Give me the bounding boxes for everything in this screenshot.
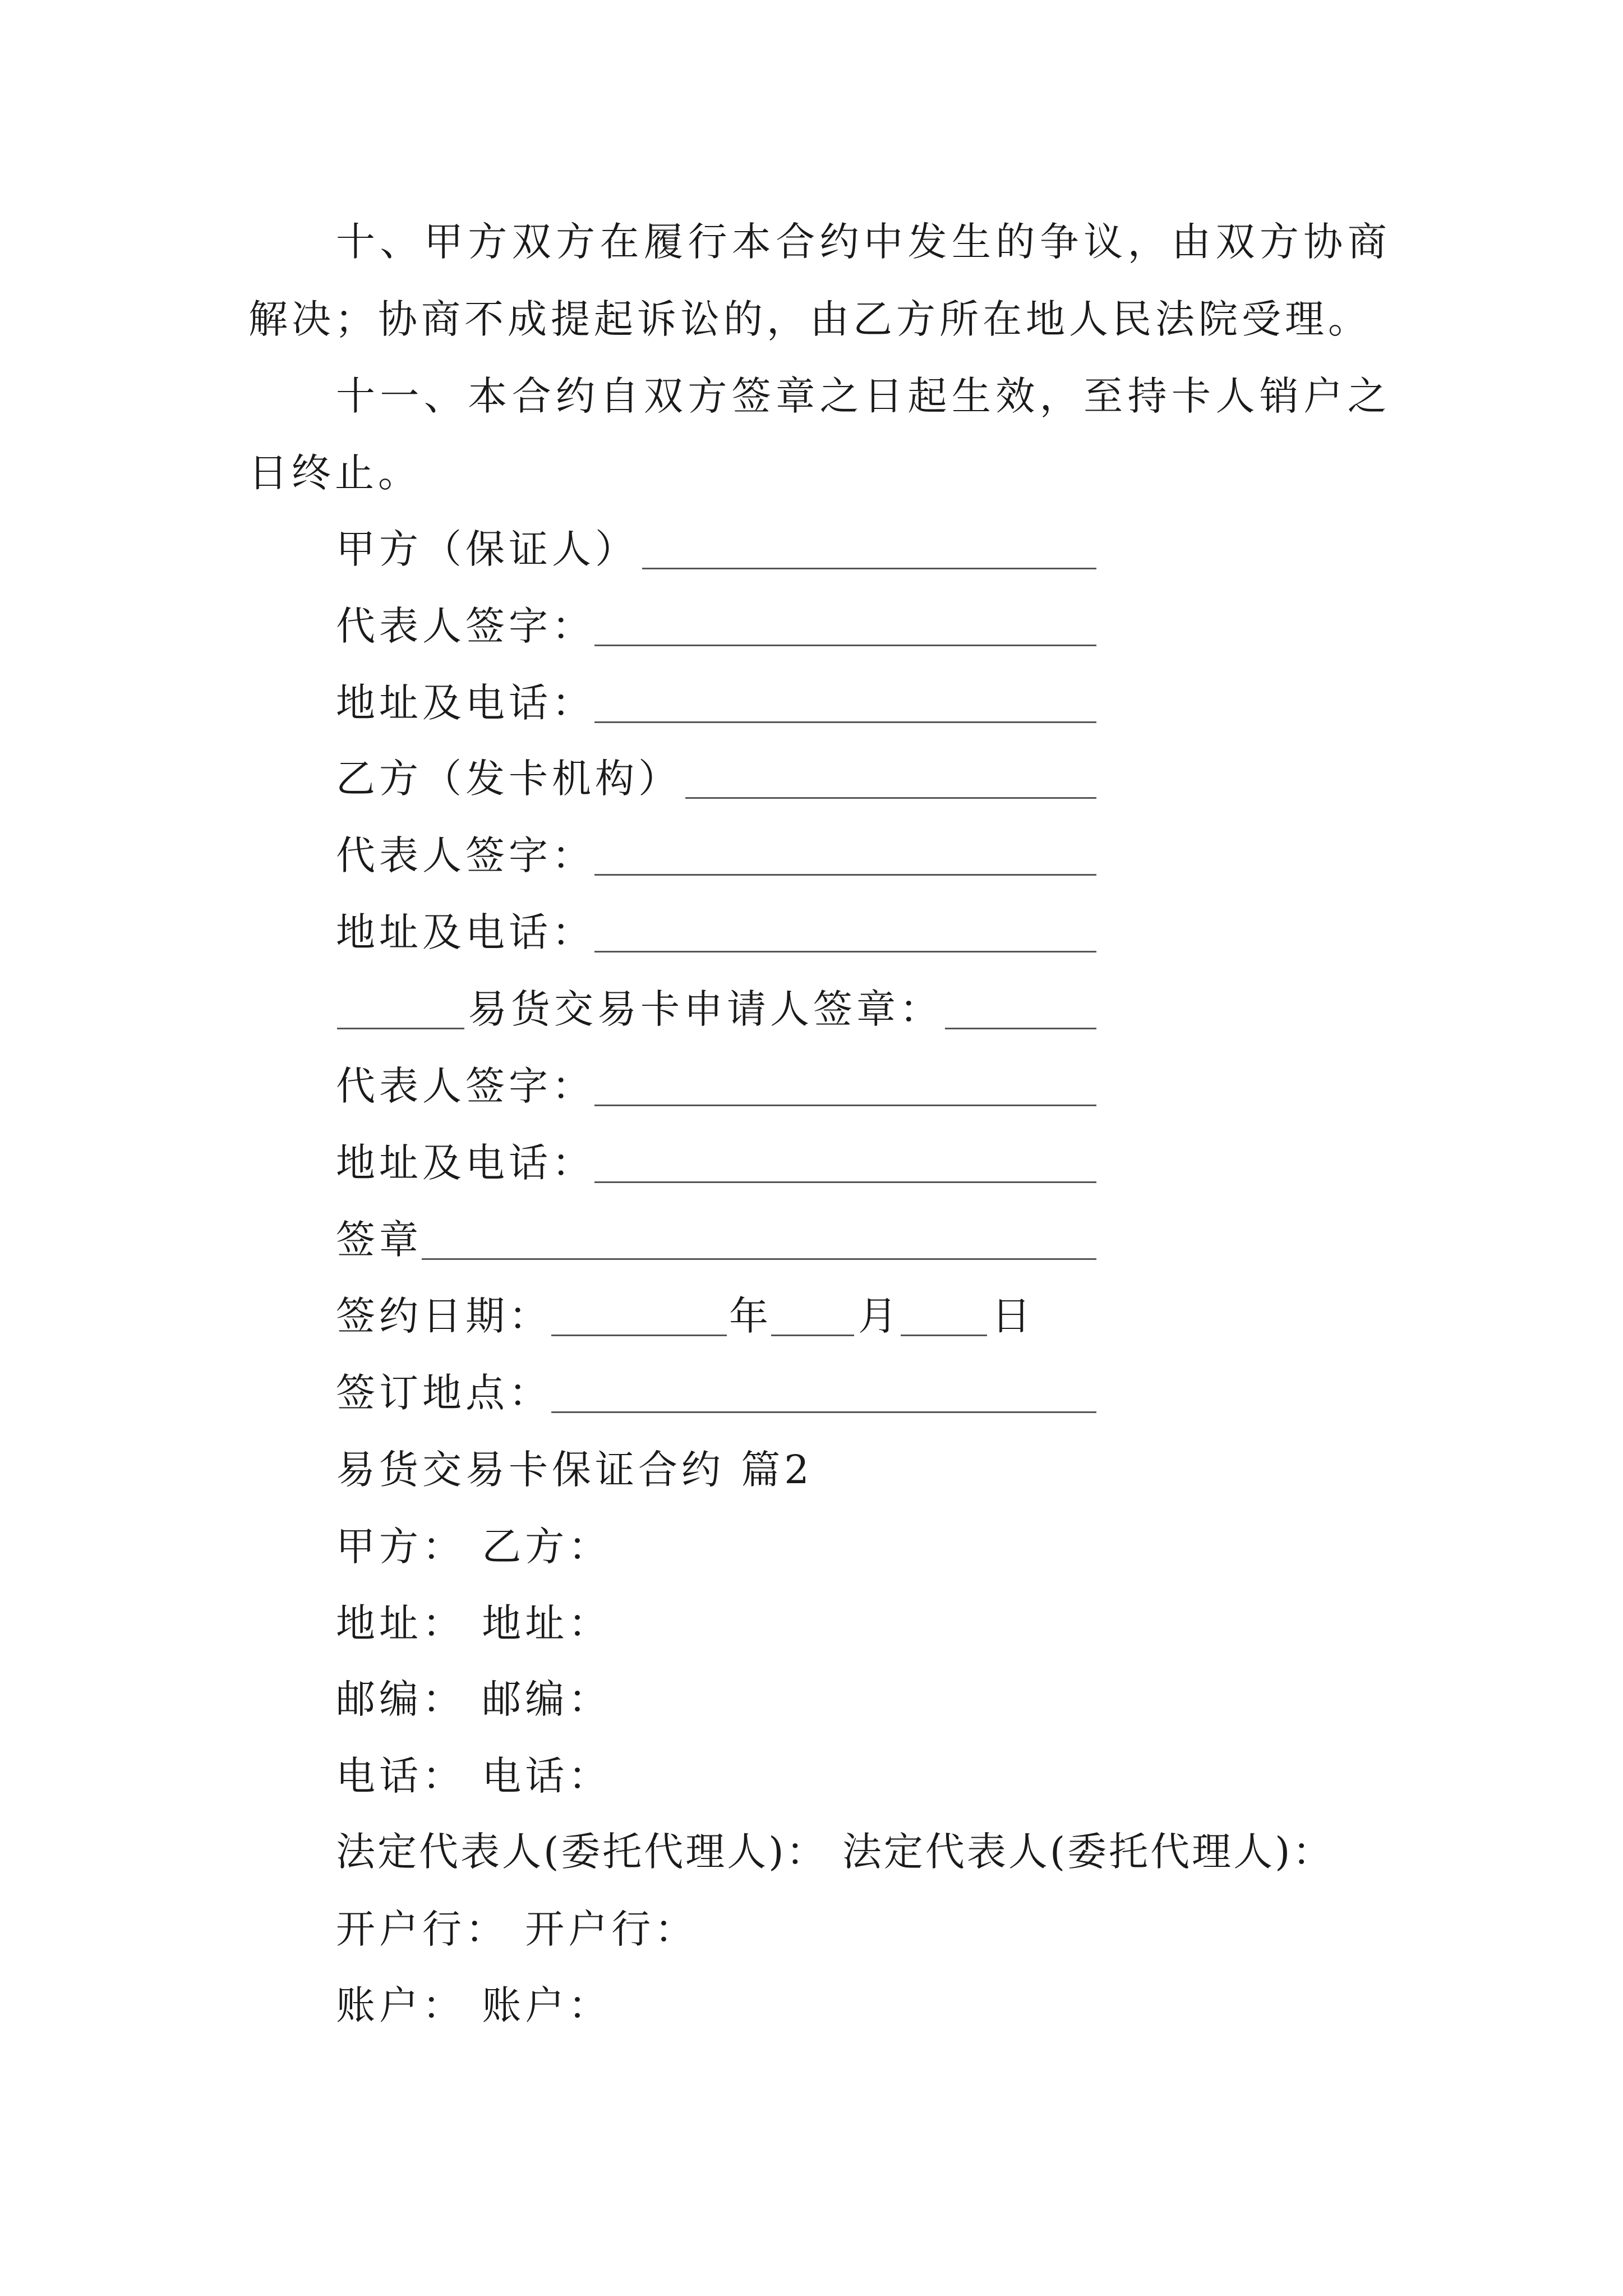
applicant-prefix-blank[interactable]	[337, 1028, 464, 1029]
section-2-phone: 电话： 电话：	[336, 1753, 612, 1799]
clause-10-line-1-text: 十 、 甲 方 双 方 在 履 行 本 合 约 中 发 生 的 争 议 ， 由 双 方 协 商	[336, 219, 1387, 265]
clause-11-line-1-text: 十 一 、 本 合 约 自 双 方 签 章 之 日 起 生 效 ， 至 持 卡 人 销 户 之	[336, 373, 1387, 419]
addr-phone-b-label: 地址及电话：	[336, 909, 595, 955]
sign-place-blank[interactable]	[551, 1411, 1096, 1413]
month-label: 月	[858, 1293, 901, 1339]
addr-phone-a-label: 地址及电话：	[336, 680, 595, 726]
month-blank[interactable]	[771, 1335, 854, 1336]
section-2-address: 地址： 地址：	[336, 1600, 612, 1646]
party-b-label: 乙方（发卡机构）	[336, 756, 681, 802]
section-2-legal-rep: 法定代表人(委托代理人)： 法定代表人(委托代理人)：	[336, 1829, 1334, 1875]
rep-sign-a-blank[interactable]	[594, 645, 1096, 646]
day-blank[interactable]	[901, 1335, 987, 1336]
applicant-label: 易货交易卡申请人签章：	[468, 986, 943, 1032]
rep-sign-b-blank[interactable]	[594, 874, 1096, 876]
section-2-parties: 甲方： 乙方：	[336, 1524, 612, 1570]
party-a-label: 甲方（保证人）	[336, 526, 638, 572]
year-blank[interactable]	[551, 1335, 727, 1336]
day-label: 日	[992, 1293, 1035, 1339]
section-2-postcode: 邮编： 邮编：	[336, 1676, 612, 1722]
rep-sign-a-label: 代表人签字：	[336, 603, 595, 649]
section-2-bank: 开户行： 开户行：	[336, 1906, 698, 1952]
clause-11-line-2: 日终止。	[248, 450, 421, 496]
sign-place-label: 签订地点：	[336, 1370, 552, 1416]
year-label: 年	[729, 1293, 772, 1339]
applicant-blank[interactable]	[945, 1028, 1096, 1029]
sign-date-label: 签约日期：	[336, 1293, 552, 1339]
clause-11-line-1	[336, 368, 1387, 424]
section-2-account: 账户： 账户：	[336, 1982, 612, 2028]
addr-phone-c-label: 地址及电话：	[336, 1140, 595, 1186]
rep-sign-c-label: 代表人签字：	[336, 1063, 595, 1109]
clause-10-line-2: 解决；协商不成提起诉讼的，由乙方所在地人民法院受理。	[248, 296, 1371, 342]
party-a-blank[interactable]	[642, 568, 1096, 569]
party-b-blank[interactable]	[685, 797, 1096, 799]
seal-label: 签章	[336, 1217, 422, 1263]
section-2-title: 易货交易卡保证合约 篇2	[336, 1447, 813, 1493]
addr-phone-c-blank[interactable]	[594, 1181, 1096, 1183]
rep-sign-b-label: 代表人签字：	[336, 832, 595, 878]
rep-sign-c-blank[interactable]	[594, 1105, 1096, 1106]
seal-blank[interactable]	[422, 1258, 1096, 1260]
clause-10-line-1	[336, 214, 1387, 270]
addr-phone-a-blank[interactable]	[594, 721, 1096, 723]
addr-phone-b-blank[interactable]	[594, 951, 1096, 953]
